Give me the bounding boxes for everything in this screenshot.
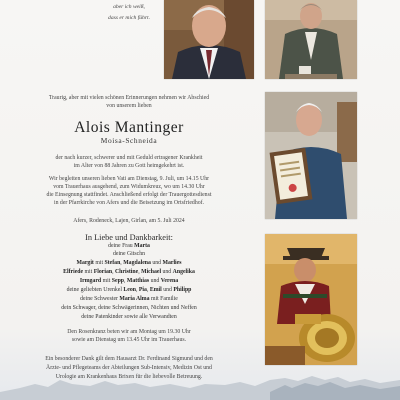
house-name: Moisa-Schneida [100, 136, 158, 145]
passing-line-1: der nach kurzer, schwerer und mit Geduld ertragener Krankheit [55, 155, 203, 161]
thanks-line-3: Urologie am Krankenhaus Brixen für die liebevolle Betreuung. [55, 374, 203, 380]
jacket-portrait-photo [265, 0, 357, 79]
rosary-line-1: Den Rosenkranz beten wir am Montag um 19.30 Uhr [67, 329, 191, 335]
quote-line-1: aber ich weiß, [113, 4, 145, 10]
funeral-line-2: vom Trauerhaus ausgehend, zum Widumkreuz, wo um 14.30 Uhr [53, 184, 205, 190]
deceased-name: Alois Mantinger [74, 119, 184, 136]
mourner-wife: deine Frau Marta [108, 243, 150, 249]
intro-line-2: von unserem lieben [106, 103, 152, 109]
mourner-row-6: dein Schwager, deine Schwägerinnen, Nichten und Neffen [61, 305, 197, 311]
intro-line-1: Traurig, aber mit vielen schönen Erinnerungen nehmen wir Abschied [48, 95, 210, 101]
mourners-heading: In Liebe und Dankbarkeit: [85, 233, 173, 242]
mourner-row-7: deine Patenkinder sowie alle Verwandten [81, 314, 177, 320]
certificate-photo [265, 92, 357, 219]
passing-line-2: im Alter von 88 Jahren zu Gott heimgekehrt ist. [73, 163, 185, 169]
mourner-sister: deine Gitschn [112, 251, 146, 257]
mourner-row-5: deine Schwester Maria Alma mit Familie [80, 296, 178, 302]
musician-photo [265, 234, 357, 365]
mourner-row-1: Margit mit Stefan, Magdalena und Marlies [76, 260, 182, 266]
mourner-row-2: Elfriede mit Florian, Christine, Michael und Angelika [63, 269, 195, 275]
rosary-line-2: sowie am Dienstag um 13.45 Uhr im Trauerhaus. [71, 337, 187, 343]
funeral-line-1: Wir begleiten unseren lieben Vati am Dienstag, 9. Juli, um 14.15 Uhr [48, 176, 210, 182]
thanks-line-1: Ein besonderer Dank gilt dem Hausarzt Dr. Ferdinand Sigmund und den [45, 356, 213, 362]
mourner-row-3: Irmgard mit Sepp, Matthias und Verena [79, 278, 179, 284]
funeral-line-4: in der Pfarrkirche von Afers und die Beisetzung im Ortsfriedhof. [53, 200, 205, 206]
funeral-line-3: die Einsegnung stattfindet. Anschließend erfolgt der Trauergottesdienst [46, 192, 212, 198]
place-date: Afers, Rodeneck, Lajen, Girlan, am 5. Juli 2024 [73, 218, 185, 224]
quote-line-2: dass er mich führt. [108, 15, 150, 21]
thanks-line-2: Ärzte- und Pflegeteams der Abteilungen Sub-Intensiv, Medizin Ost und [46, 365, 212, 371]
mourner-row-4: deine geliebten Urenkel Leon, Pia, Emil und Philipp [66, 287, 192, 293]
portrait-suit-photo [164, 0, 254, 79]
